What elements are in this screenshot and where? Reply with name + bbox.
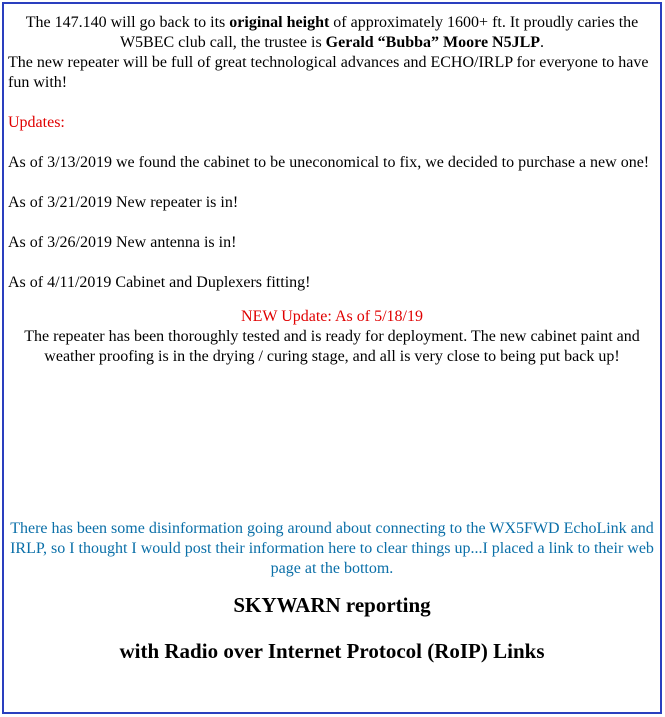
spacer [8, 253, 656, 273]
roip-heading: with Radio over Internet Protocol (RoIP) Links [119, 639, 545, 663]
original-height-emphasis: original height [229, 14, 330, 31]
update-item: As of 3/21/2019 New repeater is in! [8, 194, 239, 211]
new-update-label: NEW Update: As of 5/18/19 [241, 308, 423, 325]
update-item: As of 3/26/2019 New antenna is in! [8, 234, 237, 251]
repeater-features-text: The new repeater will be full of great technological advances and ECHO/IRLP for everyone to have fun with! [8, 54, 649, 91]
new-update-text: The repeater has been thoroughly tested and is ready for deployment. The new cabinet paint and weather proofing is in the drying / curing stage, and all is very close to being put back up! [24, 328, 640, 365]
spacer [8, 213, 656, 233]
disinformation-notice: There has been some disinformation going around about connecting to the WX5FWD EchoLink and IRLP, so I thought I would post their information here to clear things up...I placed a link to their web page at the bottom. [10, 520, 654, 577]
skywarn-heading: SKYWARN reporting [233, 593, 431, 617]
page-content [4, 4, 660, 663]
spacer [8, 173, 656, 193]
spacer [8, 93, 656, 113]
intro-text-start: The 147.140 will go back to its [25, 14, 230, 31]
spacer [8, 293, 656, 307]
spacer [8, 367, 656, 519]
intro-paragraph [8, 13, 656, 53]
update-item: As of 3/13/2019 we found the cabinet to be uneconomical to fix, we decided to purchase a new one! [8, 154, 650, 171]
intro-text-end: . [540, 34, 545, 51]
trustee-name: Gerald “Bubba” Moore N5JLP [325, 34, 541, 51]
intro-text-middle: of approximately 1600+ ft. It proudly caries the W5BEC club call, the trustee is [119, 14, 639, 51]
spacer [8, 133, 656, 153]
updates-heading: Updates: [8, 114, 65, 131]
page-frame [2, 2, 662, 714]
update-item: As of 4/11/2019 Cabinet and Duplexers fitting! [8, 274, 311, 291]
